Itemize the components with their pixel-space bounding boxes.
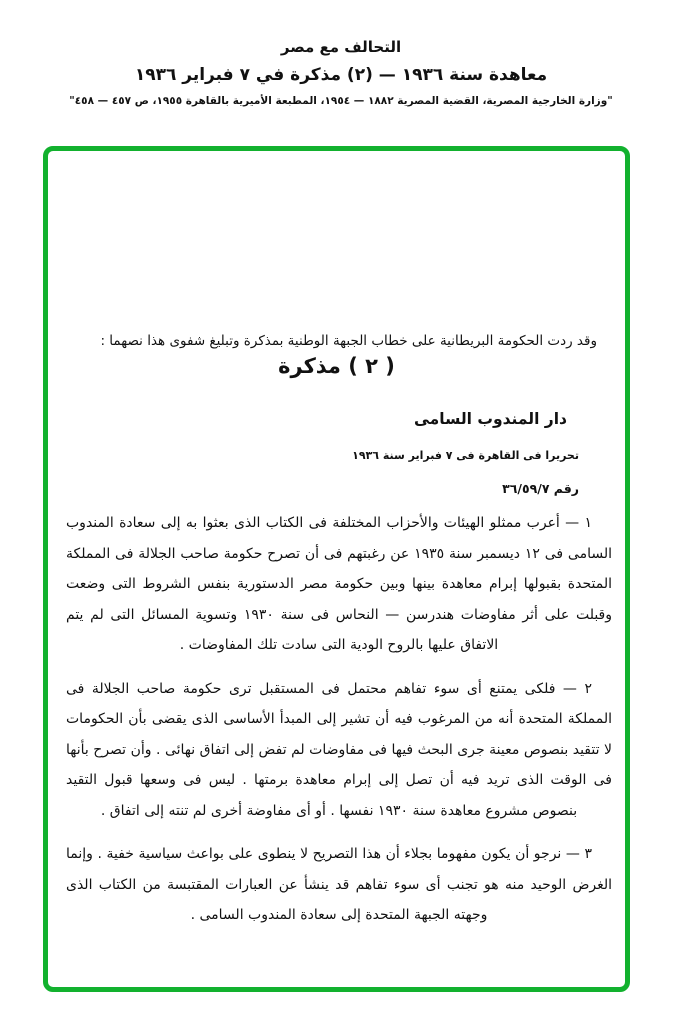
paragraph-3: ٣ — نرجو أن يكون مفهوما بجلاء أن هذا التصريح لا ينطوى على بواعث سياسية خفية . وإنما الغرض الوحيد منه هو تجنب أى سوء تفاهم قد ينشأ عن العبارات المقتبسة من الكتاب الذى وجهته الجبهة المتحدة إلى سعادة المندوب السامى .	[66, 846, 612, 923]
document-header	[0, 38, 682, 107]
header-title: التحالف مع مصر	[280, 38, 402, 56]
paragraph-1: ١ — أعرب ممثلو الهيئات والأحزاب المختلفة فى الكتاب الذى بعثوا به إلى سعادة المندوب السامى فى ١٢ ديسمبر سنة ١٩٣٥ عن رغبتهم فى أن تصرح حكومة صاحب الجلالة فى المملكة المتحدة بقبولها إبرام معاهدة بينها وبين حكومة مصر الدستورية بنفس الشروط التى وضعت وقبلت على أثر مفاوضات هندرسن — النحاس فى سنة ١٩٣٠ وتسوية المسائل التى لم يتم الاتفاق عليها بالروح الودية التى سادت تلك المفاوضات .	[66, 515, 613, 653]
header-source-citation: "وزارة الخارجية المصرية، القضية المصرية ١٨٨٢ — ١٩٥٤، المطبعة الأميرية بالقاهرة ١٩٥٥، ص ٤٥٧ — ٤٥٨"	[69, 95, 613, 107]
header-subtitle: معاهدة سنة ١٩٣٦ — (٢) مذكرة في ٧ فبراير ١٩٣٦	[134, 65, 548, 85]
memo-heading: ( ٢ ) مذكرة	[278, 354, 395, 378]
scanned-page-frame	[43, 146, 630, 992]
memo-body	[66, 508, 612, 944]
intro-sentence: وقد ردت الحكومة البريطانية على خطاب الجبهة الوطنية بمذكرة وتبليغ شفوى هذا نصهما :	[100, 332, 597, 349]
paragraph-2: ٢ — فلكى يمتنع أى سوء تفاهم محتمل فى المستقبل ترى حكومة صاحب الجلالة فى المملكة المتحدة أنه من المرغوب فيه أن تشير إلى المبدأ الأساسى الذى يقضى بأن الحكومات لا تتقيد بنصوص معينة جرى البحث فيها فى مفاوضات لم تفض إلى اتفاق نهائى . وأن تصرح بأنها فى الوقت الذى تريد فيه أن تصل إلى إبرام معاهدة برمتها . ليس فى وسعها قبول التقيد بنصوص مشروع معاهدة سنة ١٩٣٠ نفسها . أو أى مفاوضة أخرى لم تنته إلى اتفاق .	[66, 680, 612, 819]
sender-title: دار المندوب السامى	[413, 410, 567, 428]
date-place-line: تحريرا فى القاهرة فى ٧ فبراير سنة ١٩٣٦	[352, 449, 579, 462]
reference-number: رقم ٣٦/٥٩/٧	[502, 481, 579, 496]
